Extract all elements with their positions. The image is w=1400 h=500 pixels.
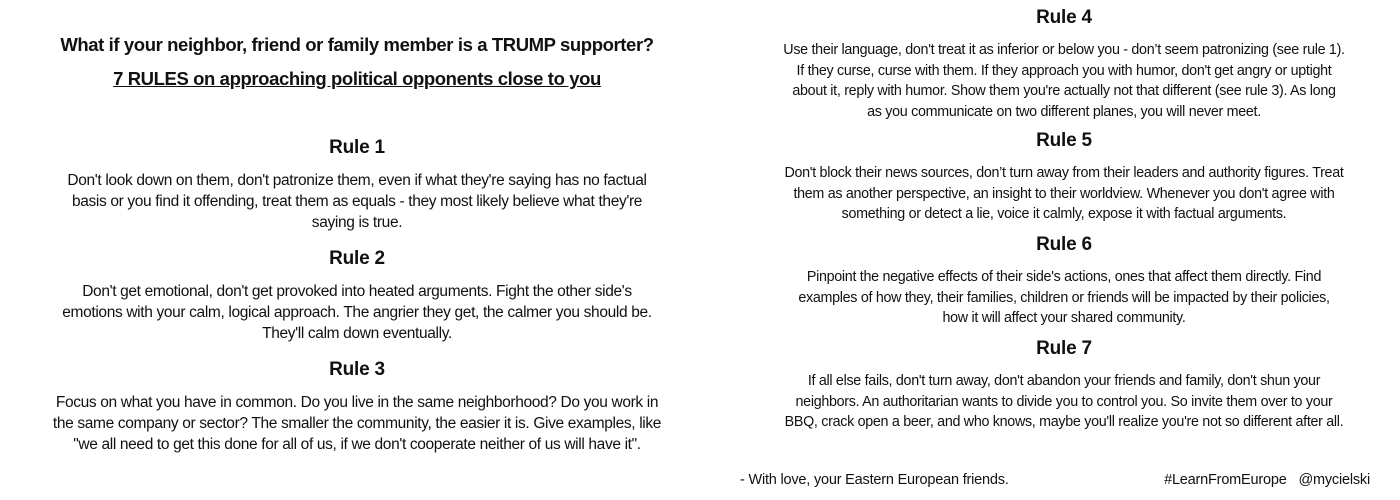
- rule-line: saying is true.: [311, 214, 403, 231]
- rule-line: examples of how they, their families, children or friends will be impacted by their policies,: [798, 289, 1330, 306]
- rule-3: [8, 358, 706, 455]
- rule-4: [738, 6, 1390, 122]
- rule-line: basis or you find it offending, treat them as equals - they most likely believe what they're: [71, 193, 643, 210]
- rule-line: something or detect a lie, voice it calmly, expose it with factual arguments.: [841, 206, 1287, 222]
- rule-body: [738, 163, 1390, 225]
- rule-body: [738, 267, 1390, 329]
- rule-2: [8, 247, 706, 344]
- rule-line: the same company or sector? The smaller the community, the easier it is. Give examples, like: [52, 415, 662, 432]
- right-column: [738, 0, 1390, 500]
- rule-line: neighbors. An authoritarian wants to divide you to control you. So invite them over to your: [795, 393, 1333, 410]
- rule-line: BBQ, crack open a beer, and who knows, maybe you'll realize you're not so different after all.: [784, 414, 1344, 430]
- rule-heading: Rule 4: [1036, 7, 1092, 28]
- footer-tags: [1164, 470, 1370, 490]
- rule-line: emotions with your calm, logical approach. The angrier they get, the calmer you should be.: [62, 304, 652, 321]
- rule-line: If they curse, curse with them. If they approach you with humor, don't get angry or uptight: [796, 62, 1332, 79]
- rule-line: as you communicate on two different planes, you will never meet.: [867, 103, 1261, 120]
- hashtag: #LearnFromEurope: [1164, 472, 1287, 488]
- page-title: What if your neighbor, friend or family member is a TRUMP supporter?: [60, 34, 654, 55]
- rule-line: Don't block their news sources, don’t turn away from their leaders and authority figures. Treat: [784, 165, 1344, 181]
- left-column: [8, 0, 706, 500]
- rule-line: Use their language, don't treat it as inferior or below you - don’t seem patronizing (see rule 1).: [783, 42, 1345, 58]
- rule-heading: Rule 5: [1036, 130, 1092, 151]
- rule-heading: Rule 7: [1036, 338, 1092, 359]
- rule-body: [8, 170, 706, 233]
- rule-line: If all else fails, don't turn away, don't abandon your friends and family, don't shun your: [807, 373, 1321, 389]
- footer-signature: - With love, your Eastern European friends.: [740, 472, 1009, 488]
- rule-line: Don't look down on them, don't patronize them, even if what they're saying has no factual: [67, 172, 647, 189]
- rule-7: [738, 337, 1390, 433]
- rule-line: how it will affect your shared community.: [942, 310, 1186, 326]
- rule-line: "we all need to get this done for all of us, if we don't cooperate neither of us will have it".: [73, 436, 641, 453]
- rule-line: Pinpoint the negative effects of their side's actions, ones that affect them directly. Find: [806, 269, 1322, 285]
- rule-line: about it, reply with humor. Show them you're actually not that different (see rule 3). As long: [792, 83, 1336, 99]
- author-handle: @mycielski: [1298, 472, 1370, 488]
- rule-line: them as another perspective, an insight to their worldview. Whenever you don't agree with: [793, 185, 1335, 202]
- rule-heading: Rule 6: [1036, 234, 1092, 255]
- rule-line: Focus on what you have in common. Do you live in the same neighborhood? Do you work in: [55, 394, 659, 411]
- rule-1: [8, 136, 706, 233]
- rule-heading: Rule 2: [329, 248, 385, 269]
- rule-heading: Rule 1: [329, 137, 385, 158]
- rule-line: Don't get emotional, don't get provoked into heated arguments. Fight the other side's: [82, 283, 632, 300]
- rule-5: [738, 129, 1390, 225]
- rule-body: [8, 281, 706, 344]
- rule-body: [8, 392, 706, 455]
- page-subtitle: 7 RULES on approaching political opponents close to you: [113, 68, 601, 89]
- rule-line: They'll calm down eventually.: [262, 325, 452, 342]
- rule-body: [738, 371, 1390, 433]
- rule-body: [738, 40, 1390, 122]
- rule-heading: Rule 3: [329, 359, 385, 380]
- rule-6: [738, 233, 1390, 329]
